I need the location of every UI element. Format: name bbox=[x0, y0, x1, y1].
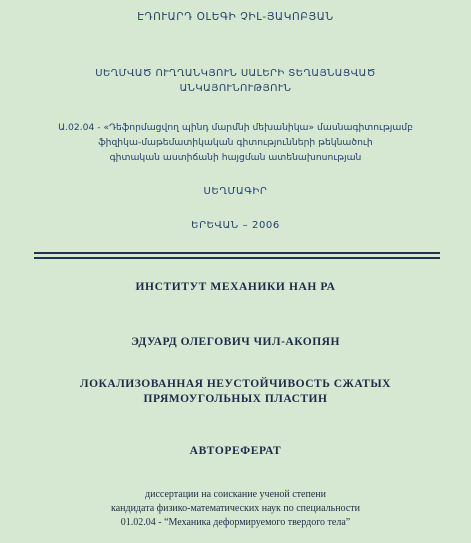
russian-description-line: 01.02.04 - “Механика деформируемого твердого тела” bbox=[120, 517, 351, 528]
armenian-description-line: Ա.02.04 - «Դեֆորմացվող պինդ մարմնի մեխանիկա» մասնագիտությամբ bbox=[58, 122, 413, 133]
armenian-description-line: գիտական աստիճանի հայցման ատենախոսության bbox=[109, 152, 362, 163]
armenian-title-line: ՍԵՂՄՎԱԾ ՈՒՂՂԱՆԿՅՈՒՆ ՍԱԼԵՐԻ ՏԵՂԱՅՆԱՑՎԱԾ bbox=[95, 68, 376, 79]
russian-description-line: диссертации на соискание ученой степени bbox=[145, 489, 326, 500]
russian-dissertation-description bbox=[0, 488, 471, 530]
russian-title-line: ЛОКАЛИЗОВАННАЯ НЕУСТОЙЧИВОСТЬ СЖАТЫХ bbox=[80, 378, 391, 390]
divider-line-bottom bbox=[34, 257, 440, 259]
russian-description-line: кандидата физико-математических наук по специальности bbox=[111, 503, 360, 514]
russian-title bbox=[0, 377, 471, 407]
russian-author-name: ЭДУАРД ОЛЕГОВИЧ ЧИЛ-АКОПЯН bbox=[131, 336, 340, 348]
russian-institute-name: ИНСТИТУТ МЕХАНИКИ НАН РА bbox=[135, 281, 336, 293]
russian-title-line: ПРЯМОУГОЛЬНЫХ ПЛАСТИН bbox=[143, 393, 328, 405]
divider-line-top bbox=[34, 252, 440, 254]
armenian-city-year: ԵՐԵՎԱՆ – 2006 bbox=[191, 220, 280, 231]
armenian-title-line: ԱՆԿԱՅՈՒՆՈՒԹՅՈՒՆ bbox=[179, 83, 292, 94]
armenian-dissertation-description bbox=[0, 120, 471, 165]
armenian-abstract-label: ՍԵՂՄԱԳԻՐ bbox=[203, 186, 268, 197]
russian-abstract-label: АВТОРЕФЕРАТ bbox=[189, 445, 282, 457]
armenian-title bbox=[0, 66, 471, 96]
armenian-description-line: ֆիզիկա-մաթեմատիկական գիտությունների թեկնածուի bbox=[98, 137, 373, 148]
armenian-author-name: ԷԴՈՒԱՐԴ ՕԼԵԳԻ ՉԻԼ-ՅԱԿՈԲՅԱՆ bbox=[137, 11, 334, 23]
